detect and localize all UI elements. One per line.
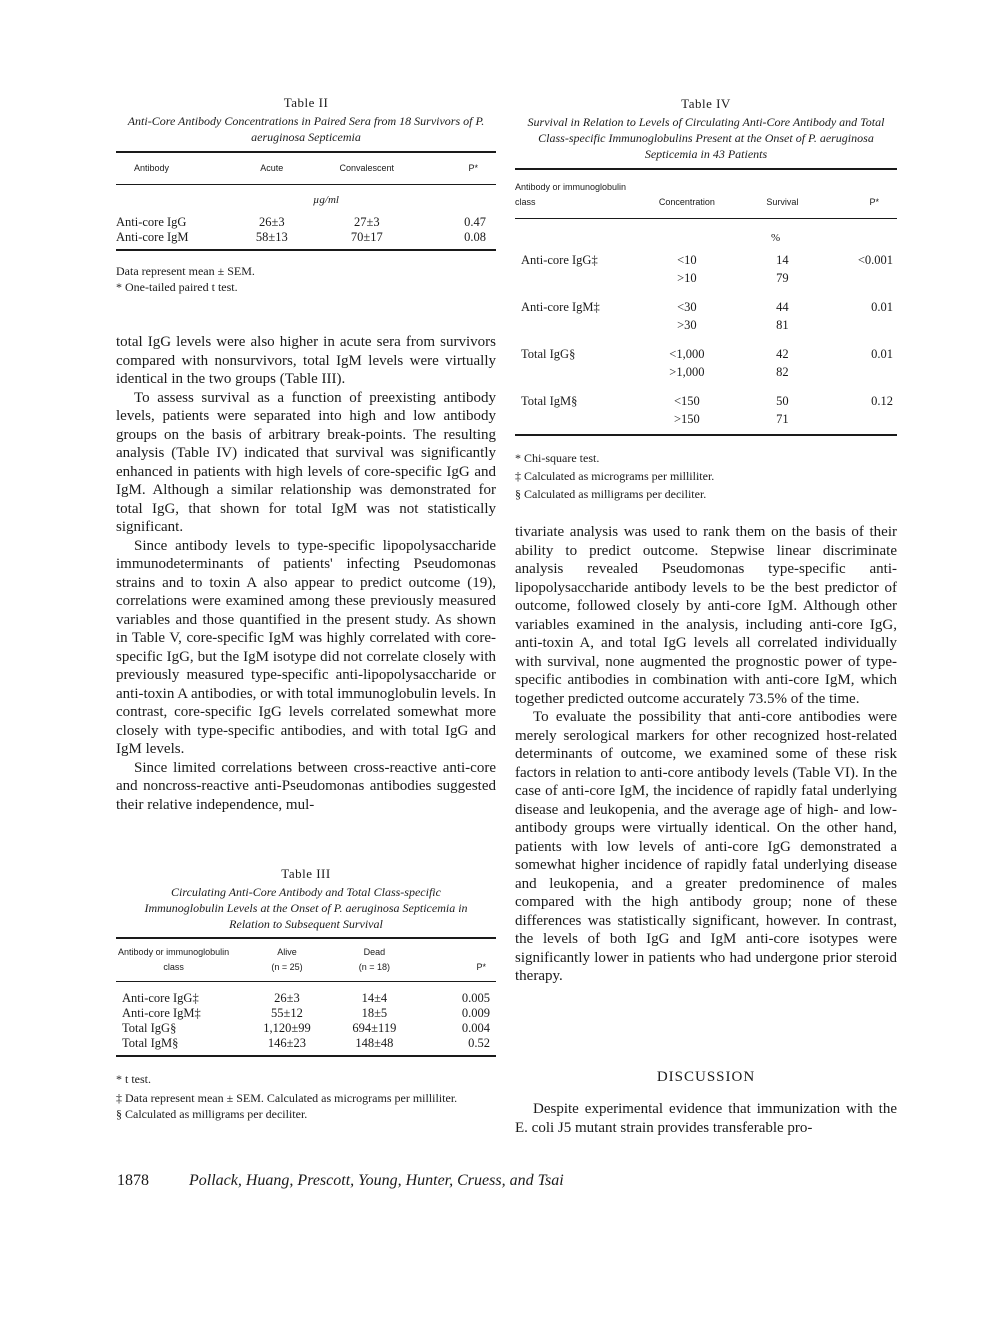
page-footer <box>117 1172 564 1190</box>
table-2 <box>116 95 496 295</box>
table-row: Total IgG§ 1,120±99 694±119 0.004 <box>122 1021 490 1035</box>
table-4-header-p: P* <box>869 197 879 207</box>
table-2-body <box>116 215 496 245</box>
table-3-body <box>116 991 496 1051</box>
table-2-title: Table II <box>283 95 329 110</box>
table-2-header-antibody: Antibody <box>134 163 170 173</box>
table-4-body <box>515 253 897 427</box>
table-row: Anti-core IgG‡ 26±3 14±4 0.005 <box>122 991 490 1005</box>
running-authors: Pollack, Huang, Prescott, Young, Hunter, Cruess, and Tsai <box>189 1172 564 1189</box>
table-2-header-convalescent: Convalescent <box>339 163 395 173</box>
table-3-title: Table III <box>281 866 331 881</box>
table-row: Anti-core IgM‡ <30 44 0.01 <box>521 300 893 314</box>
discussion-heading: DISCUSSION <box>656 1069 756 1085</box>
table-3-header-alive: Alive (n = 25) <box>271 947 303 972</box>
table-3-footnote: ‡ Data represent mean ± SEM. Calculated as micrograms per milliliter. <box>116 1091 458 1105</box>
table-row: Anti-core IgG‡ <10 14 <0.001 <box>521 253 893 267</box>
table-3-header-dead: Dead (n = 18) <box>358 947 391 972</box>
table-4-footnote: ‡ Calculated as micrograms per milliliter. <box>515 469 715 483</box>
paragraph: Since antibody levels to type-specific lipopolysaccharide immunodeterminants of patients' infecting Pseudomonas strains and to toxin A also appear to predict outcome (19), correlations were examined among these previously measured variables and those quantified in the present study. As shown in Table V, core-specific IgM was highly correlated with core-specific IgG, but the IgM isotype did not correlate closely with previously measured type-specific anti-lipopolysaccharide or anti-toxin A antibodies, or with total immunoglobulin levels. In contrast, core-specific IgG levels correlated somewhat more closely with type-specific antibodies, and with total IgG and IgM levels. <box>116 537 496 757</box>
paragraph: tivariate analysis was used to rank them on the basis of their ability to predict outcome. Stepwise linear discriminate analysis revealed Pseudomonas type-specific anti-lipopolysaccharide antibody levels to be the best predictor of outcome, followed closely by anti-core IgM. Although other variables examined in the analysis, including anti-core IgG, anti-toxin A, and total IgG levels all correlated individually with survival, none augmented the prognostic power of type-specific antibodies in combination with anti-core IgM, which together predicted outcome accurately 73.5% of the time. <box>515 524 897 707</box>
table-row: Total IgG§ <1,000 42 0.01 <box>521 347 893 361</box>
table-3 <box>116 866 496 1122</box>
table-2-grid <box>116 161 496 176</box>
left-body-text <box>116 333 496 814</box>
table-row: Anti-core IgG 26±3 27±3 0.47 <box>116 215 486 229</box>
table-row: >150 71 <box>673 412 789 426</box>
table-4-units: % <box>771 232 781 244</box>
paragraph: To evaluate the possibility that anti-core antibodies were merely serological markers for other recognized host-related determinants of outcome, we examined some of these risk factors in relation to anti-core antibody levels (Table VI). In the case of anti-core IgM, the incidence of rapidly fatal underlying disease and leukopenia, and the average age of high- and low-antibody groups were virtually identical. On the other hand, patients with low levels of anti-core IgG demonstrated a somewhat higher incidence of rapidly fatal underlying disease and leukopenia, and a greater predominence of males compared with the high antibody group; none of these differences was statistically significant, however. In contrast, the levels of both IgG and IgM anti-core isotypes were significantly lower in patients who had undergone prior steroid therapy. <box>515 709 897 984</box>
table-row: Anti-core IgM‡ 55±12 18±5 0.009 <box>122 1006 490 1020</box>
table-2-units: µg/ml <box>313 194 339 206</box>
table-4-footnote: * Chi-square test. <box>515 451 600 465</box>
table-4-header-antibody: Antibody or immunoglobulin class <box>515 182 627 207</box>
table-row: Total IgM§ 146±23 148±48 0.52 <box>122 1036 490 1050</box>
page-number: 1878 <box>117 1172 149 1189</box>
table-row: >30 81 <box>677 318 789 332</box>
table-3-footnote: § Calculated as milligrams per deciliter. <box>116 1107 308 1121</box>
discussion-section <box>515 1069 897 1137</box>
table-2-caption: Anti-Core Antibody Concentrations in Paired Sera from 18 Survivors of P. aeruginosa Septicemia <box>127 114 485 144</box>
table-2-header-p: P* <box>468 163 478 173</box>
paragraph: total IgG levels were also higher in acute sera from survivors compared with nonsurvivors, total IgM levels were virtually identical in the two groups (Table III). <box>116 334 496 387</box>
right-body-text <box>515 523 897 986</box>
table-4-footnote: § Calculated as milligrams per deciliter. <box>515 487 707 501</box>
table-4-caption: Survival in Relation to Levels of Circulating Anti-Core Antibody and Total Class-specific Immunoglobulins Present at the Onset of P. aeruginosa Septicemia in 43 Patients <box>527 115 885 161</box>
paragraph: To assess survival as a function of preexisting antibody levels, patients were separated into high and low antibody groups on the basis of arbitrary break-points. The resulting analysis (Table IV) indicated that survival was significantly enhanced in patients with high levels of core-specific IgG and IgM. Although a similar relationship was demonstrated for total IgG, that shown for total IgM was not statistically significant. <box>116 389 496 535</box>
table-4-title: Table IV <box>681 96 731 111</box>
table-3-grid <box>116 945 496 975</box>
table-4 <box>515 96 897 502</box>
paragraph: Despite experimental evidence that immunization with the E. coli J5 mutant strain provides transferable pro- <box>515 1101 897 1136</box>
table-row: Anti-core IgM 58±13 70±17 0.08 <box>116 230 486 244</box>
table-3-footnote: * t test. <box>116 1072 151 1086</box>
table-row: >1,000 82 <box>669 365 789 379</box>
table-3-caption: Circulating Anti-Core Antibody and Total Class-specific Immunoglobulin Levels at the Onset of P. aeruginosa Septicemia in Relation to Subsequent Survival <box>144 885 468 931</box>
table-2-footnote: * One-tailed paired t test. <box>116 280 238 294</box>
table-2-footnote: Data represent mean ± SEM. <box>116 264 255 278</box>
table-4-header-concentration: Concentration <box>658 197 715 207</box>
table-row: Total IgM§ <150 50 0.12 <box>521 394 893 408</box>
table-row: >10 79 <box>677 271 789 285</box>
table-2-header-acute: Acute <box>260 163 284 173</box>
table-3-header-p: P* <box>476 962 486 972</box>
paragraph: Since limited correlations between cross-reactive anti-core and noncross-reactive anti-Pseudomonas antibodies suggested their relative independence, mul- <box>116 759 496 813</box>
table-4-grid <box>515 180 897 210</box>
table-3-header-antibody: Antibody or immunoglobulin class <box>118 947 230 972</box>
table-4-header-survival: Survival <box>766 197 799 207</box>
